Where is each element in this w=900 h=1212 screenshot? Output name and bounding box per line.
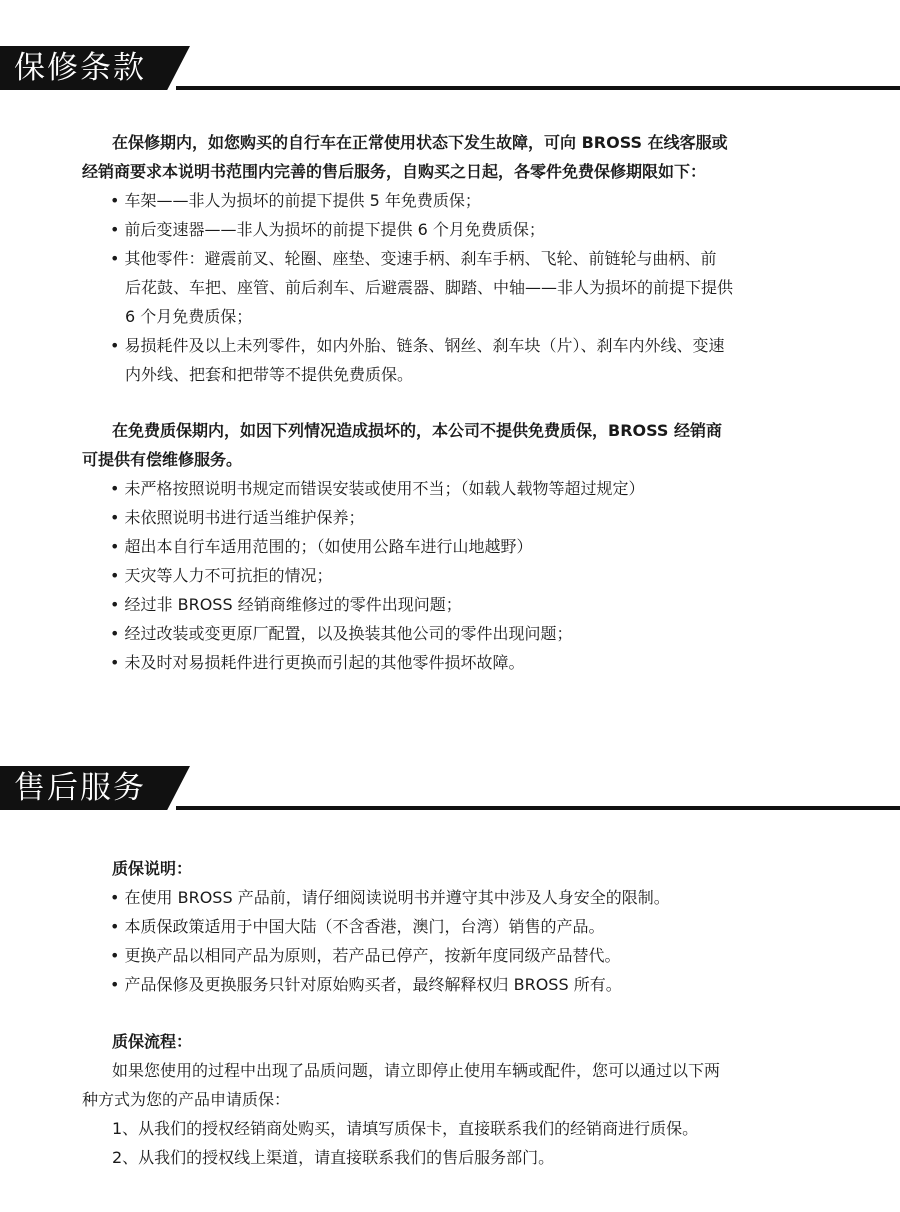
process-heading: 质保流程： — [112, 1032, 193, 1051]
note-item: • 产品保修及更换服务只针对原始购买者，最终解释权归 BROSS 所有。 — [110, 975, 622, 994]
warranty-title: 保修条款 — [14, 50, 146, 86]
exclusion-item: • 未依照说明书进行适当维护保养； — [110, 508, 365, 527]
warranty-section-header — [0, 46, 900, 90]
warranty-item: • 易损耗件及以上未列零件，如内外胎、链条、钢丝、刹车块（片）、刹车内外线、变速 — [110, 336, 725, 355]
note-item: • 更换产品以相同产品为原则，若产品已停产，按新年度同级产品替代。 — [110, 946, 621, 965]
exclusion-item: • 经过改装或变更原厂配置，以及换装其他公司的零件出现问题； — [110, 624, 573, 643]
exclusion-item: • 未严格按照说明书规定而错误安装或使用不当；（如载人载物等超过规定） — [110, 479, 645, 498]
exclusion-item: • 超出本自行车适用范围的；（如使用公路车进行山地越野） — [110, 537, 533, 556]
exclusion-item: • 未及时对易损耗件进行更换而引起的其他零件损坏故障。 — [110, 653, 525, 672]
exclusion-item: • 经过非 BROSS 经销商维修过的零件出现问题； — [110, 595, 462, 614]
service-title: 售后服务 — [14, 770, 146, 806]
service-header-rule — [176, 806, 900, 810]
process-step: 1、从我们的授权经销商处购买，请填写质保卡，直接联系我们的经销商进行质保。 — [112, 1119, 699, 1138]
notes-heading: 质保说明： — [112, 859, 193, 878]
exclusion-item: • 天灾等人力不可抗拒的情况； — [110, 566, 333, 585]
service-section-header — [0, 766, 900, 810]
process-intro-line-2: 种方式为您的产品申请质保： — [82, 1090, 291, 1109]
warranty-header-rule — [176, 86, 900, 90]
exclusion-intro-line-2: 可提供有偿维修服务。 — [82, 450, 243, 469]
warranty-item-continuation: 6 个月免费质保； — [125, 307, 253, 326]
warranty-intro-line-2: 经销商要求本说明书范围内完善的售后服务，自购买之日起，各零件免费保修期限如下： — [82, 162, 707, 181]
warranty-item: • 其他零件：避震前叉、轮圈、座垫、变速手柄、刹车手柄、飞轮、前链轮与曲柄、前 — [110, 249, 717, 268]
warranty-item: • 前后变速器——非人为损坏的前提下提供 6 个月免费质保； — [110, 220, 545, 239]
process-intro-line-1: 如果您使用的过程中出现了品质问题，请立即停止使用车辆或配件，您可以通过以下两 — [112, 1061, 721, 1080]
warranty-item: • 车架——非人为损坏的前提下提供 5 年免费质保； — [110, 191, 481, 210]
process-step: 2、从我们的授权线上渠道，请直接联系我们的售后服务部门。 — [112, 1148, 555, 1167]
note-item: • 在使用 BROSS 产品前，请仔细阅读说明书并遵守其中涉及人身安全的限制。 — [110, 888, 670, 907]
warranty-intro-line-1: 在保修期内，如您购买的自行车在正常使用状态下发生故障，可向 BROSS 在线客服或 — [112, 133, 728, 152]
warranty-item-continuation: 后花鼓、车把、座管、前后刹车、后避震器、脚踏、中轴——非人为损坏的前提下提供 — [125, 278, 734, 297]
warranty-item-continuation: 内外线、把套和把带等不提供免费质保。 — [125, 365, 414, 384]
note-item: • 本质保政策适用于中国大陆（不含香港，澳门，台湾）销售的产品。 — [110, 917, 605, 936]
exclusion-intro-line-1: 在免费质保期内，如因下列情况造成损坏的，本公司不提供免费质保，BROSS 经销商 — [112, 421, 723, 440]
